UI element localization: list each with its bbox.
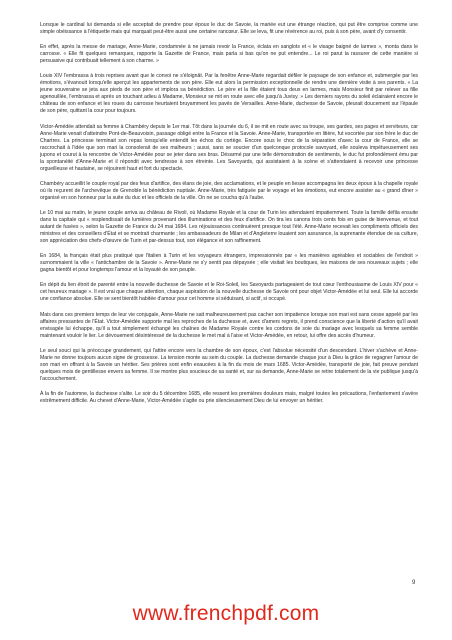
page-number: 9 — [412, 580, 416, 586]
paragraph-1: Lorsque le cardinal lui demanda si elle acceptait de prendre pour époux le duc de Savoie, la mariée eut une étrange réaction, qui put être comprise comme une simple obéissance à l'étiquette mais qui marquait peut-être aussi une certaine rancœur. Elle se leva, fit une révérence au roi, puis à son père, avant d'y consentir. — [40, 22, 418, 36]
paragraph-9: Mais dans ces premiers temps de leur vie conjugale, Anne-Marie ne sait malheureusement pas cacher son impatience lorsque son mari est sans cesse appelé par les affaires pressantes de l'État. Victor-Amédée supporte mal les reproches de la duchesse et, avec d'amers regrets, il prend conscience que la liberté d'action qu'il avait envisagée lui échappe, qu'il a tout simplement échangé les chaînes de Madame Royale contre les cordons de soie du mariage avec lesquels sa femme semble maintenant vouloir le lier. Le dévouement désintéressé de la duchesse le met mal à l'aise et Victor-Amédée, en retour, lui offre des accès d'humeur. — [40, 311, 418, 339]
paragraph-4: Victor-Amédée attendait sa femme à Chambéry depuis le 1er mai. Tôt dans la journée du 6, il se mit en route avec sa troupe, ses gardes, ses pages et serviteurs, car Anne-Marie venait d'atteindre Pont-de-Beauvoisin, passage obligé entre la France et la Savoie. Anne-Marie, transportée en litière, fut escortée par son frère le duc de Chartres. La princesse terminait son repas lorsqu'elle entendit les échos du cortège. Encore sous le choc de la séparation d'avec la cour de France, elle se raccrochait à l'idée que son mari la consolerait de ses malheurs ; aussi, sans se soucier d'un quelconque protocole savoyard, elle souleva impétueusement ses jupons et courut à la rencontre de Victor-Amédée pour se jeter dans ses bras. Désarmé par une telle démonstration de sentiments, le duc fut profondément ému par la spontanéité d'Anne-Marie et il répondit avec tendresse à son étreinte. Les Savoyards, qui assistaient à la scène et s'attendaient à recevoir une princesse orgueilleuse et hautaine, se réjouirent haut et fort du spectacle. — [40, 123, 418, 172]
paragraph-11: À la fin de l'automne, la duchesse s'alite. Le soir du 5 décembre 1685, elle ressent les premières douleurs mais, malgré toutes les précautions, l'enfantement s'avère extrêmement difficile. Au chevet d'Anne-Marie, Victor-Amédée s'agite ou prie silencieusement Dieu de lui envoyer un héritier. — [40, 390, 418, 404]
paragraph-2: En effet, après la messe de mariage, Anne-Marie, condamnée à ne jamais revoir la France, éclata en sanglots et « le visage baigné de larmes », monta dans le carrosse. « Elle fit quelques remarques, rapporte la Gazette de France, mais parla si bas qu'on ne put entendre... Le roi parut la rassurer de cette manière si persuasive qui contribuait tellement à son charme. » — [40, 44, 418, 65]
paragraph-6: Le 10 mai au matin, le jeune couple arriva au château de Rivoli, où Madame Royale et la cour de Turin les attendaient impatiemment. Toute la famille défila ensuite dans la capitale qui « resplendissait de lumières provenant des illuminations et des feux d'artifice. On tira les canons trois cents fois en guise de bienvenue, et tout autant de fusées », selon la Gazette de France du 24 mai 1684. Les réjouissances continuèrent presque tout l'été. Anne-Marie recevait les compliments officiels des ministres et des conseillers d'État et se montrait charmante ; les ambassadeurs de Milan et d'Angleterre louaient son assurance, la suprenante étendue de sa culture, son appréciation des chefs-d'œuvre de Turin et par-dessus tout, son élégance et son raffinement. — [40, 209, 418, 245]
paragraph-7: En 1684, la français était plus pratiqué que l'italien à Turin et les voyageurs étrangers, impressionnés par « les manières agréables et sociables de l'endroit » surnommaient la ville « l'antichambre de la Savoie ». Anne-Marie ne s'y sentit pas dépaysée ; elle visitait les boutiques, les maisons de ses nouveaux sujets ; elle gagna bientôt et pour longtemps l'amour et la loyauté de son peuple. — [40, 253, 418, 274]
paragraph-3: Louis XIV l'embrassa à trois reprises avant que le convoi ne s'éloignât. Par la fenêtre Anne-Marie regardait défiler le paysage de son enfance et, submergée par les émotions, s'évanouit lorsqu'elle aperçut les appartements de son père. Elle eut alors la permission exceptionnelle de rendre une dernière visite à ses parents. « La jeune souveraine se jeta aux pieds de son père et implora sa bénédiction. Le père et la fille étaient tous deux en larmes, mais Monsieur finit par relever sa fille agenouillée, l'embrassa et après un touchant adieu à Madame, Monsieur se mit en route avec elle jusqu'à Juvisy. » Les derniers rayons du soleil éclairaient encore le château de son enfance et les roues du carrosse heurtaient bruyamment les pavés de Versailles. Anne-Marie, duchesse de Savoie, pleurait doucement sur l'épaule de son père, quittant la cour pour toujours. — [40, 73, 418, 115]
page-body — [40, 22, 418, 413]
paragraph-10: Le seul souci qui la préoccupe grandement, qui l'attire encore vers la chambre de son époux, c'est l'absolue nécessité d'un descendant. L'hiver s'achève et Anne-Marie ne donne toujours aucun signe de grossesse. La tension monte au sein du couple. La duchesse demande chaque jour à Dieu la grâce de regagner l'amour de son mari en offrant à la Savoie un héritier. Ses prières sont enfin exaucées à la fin du mois de mars 1685. Victor-Amédée, transporté de joie, fait preuve pendant quelques mois de gentillesse envers sa femme. Il se montre plus soucieux de sa santé et, sur sa demande, Anne-Marie se retire totalement de la vie publique jusqu'à l'accouchement. — [40, 347, 418, 382]
paragraph-8: En dépit du lien étroit de parenté entre la nouvelle duchesse de Savoie et le Roi-Soleil, les Savoyards partageaient de tout cœur l'enthousiasme de Louis XIV pour « cet heureux mariage ». Il est vrai que chaque attention, chaque aspiration de la nouvelle duchesse de Savoie ont pour objet Victor-Amédée et lui seul. Elle lui accorde une confiance absolue. Elle se sent bientôt habitée d'amour pour cet homme si séduisant, si actif, si occupé. — [40, 282, 418, 303]
watermark-link[interactable]: www.frenchpdf.com — [132, 602, 320, 625]
paragraph-5: Chambéry accueillit le couple royal par des feux d'artifice, des élans de joie, des acclamations, et le peuple en liesse accompagna les deux époux à la chapelle royale où ils reçurent de l'archevêque de Grenoble la bénédiction nuptiale. Anne-Marie, très fatiguée par le voyage et les émotions, eut encore assister au « grand dîner » organisé en son honneur par la suite du duc et les officiels de la ville. On ne se coucha qu'à l'aube. — [40, 180, 418, 201]
